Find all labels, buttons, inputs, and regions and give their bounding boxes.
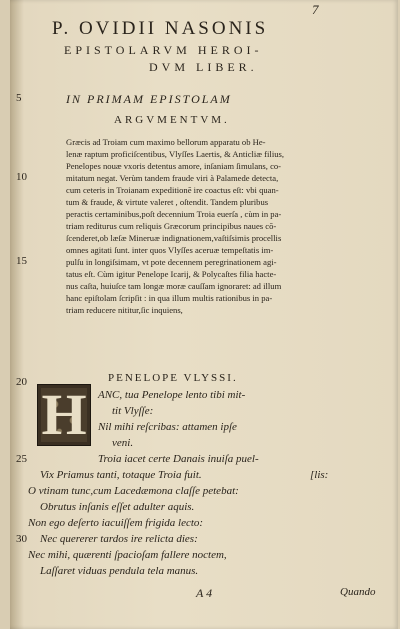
verse-line: Troia iacet certe Danais inuiſa puel- <box>98 453 259 465</box>
catchword: Quando <box>340 586 376 598</box>
folio-number: 7 <box>312 2 319 17</box>
line-number: 15 <box>16 255 27 267</box>
argument-line: Penelopes nouæ vxoris detentus amore, inſaniam ſimulans, co- <box>66 161 282 171</box>
title-line-2: EPISTOLARVM HEROI- <box>64 43 263 57</box>
signature-mark: A 4 <box>196 586 213 600</box>
argument-line: triam reducere nititur,ſic inquiens, <box>66 305 183 315</box>
book-page <box>10 0 398 629</box>
verse-line: Obrutus inſanis eſſet adulter aquis. <box>40 501 195 513</box>
title-line-1: P. OVIDII NASONIS <box>52 18 269 39</box>
line-number: 5 <box>16 92 22 104</box>
argument-line: cum ceteris in Troianam expeditionē ire coactus eſt: vbi quan- <box>66 185 279 195</box>
verse-line: Vix Priamus tanti, totaque Troia fuit. <box>40 469 202 481</box>
verse-line: Nil mihi reſcribas: attamen ipſe <box>98 421 237 433</box>
argument-line: peractis certaminibus,poſt decennium Troia euerſa , cùm in pa- <box>66 209 282 219</box>
argument-line: mitatum negat. Verùm tandem fraude viri à Palamede detecta, <box>66 173 279 183</box>
line-number: 25 <box>16 453 27 465</box>
verse-line: tit Vlyſſe: <box>112 405 154 417</box>
line-number: 20 <box>16 376 27 388</box>
decorated-initial <box>37 384 91 446</box>
line-number: 30 <box>16 533 27 545</box>
verse-title: PENELOPE VLYSSI. <box>108 372 238 384</box>
verse-line: [lis: <box>310 469 329 481</box>
verse-line: Laſſaret viduas pendula tela manus. <box>40 565 199 577</box>
verse-line: Nec quererer tardos ire relicta dies: <box>40 533 198 545</box>
argument-line: Græcis ad Troiam cum maximo bellorum apparatu ob He- <box>66 137 266 147</box>
argument-line: nus caſta, huiuſce tam longæ moræ cauſſam ignoraret: ad illum <box>66 281 282 291</box>
argument-line: tum & fraude, & virtute valeret , oſtendit. Tandem pluribus <box>66 197 269 207</box>
argument-line: omnes agitati ſunt. inter quos Vlyſſes aceruæ tempeſtatis im- <box>66 245 274 255</box>
argument-line: lenæ raptum proficiſcentibus, Vlyſſes Laertis, & Anticliæ filius, <box>66 149 284 159</box>
argument-subheading: ARGVMENTVM. <box>114 114 230 126</box>
initial-letter: H <box>41 382 87 447</box>
verse-line: Non ego deſerto iacuiſſem frigida lecto: <box>28 517 204 529</box>
verse-line: ANC, tua Penelope lento tibi mit- <box>98 389 246 401</box>
argument-line: hanc epiſtolam ſcripſit : in qua illum multis rationibus in pa- <box>66 293 273 303</box>
argument-line: pulſu in longiſsimam, vt pote decennem peregrinationem agi- <box>66 257 277 267</box>
verse-line: Nec mihi, quærenti ſpacioſam fallere noctem, <box>28 549 227 561</box>
line-number: 10 <box>16 171 27 183</box>
argument-line: ſcenderet,ob læſæ Mineruæ indignationem,vaſtiſsimis procellis <box>66 233 282 243</box>
verse-line: veni. <box>112 437 134 449</box>
argument-heading: IN PRIMAM EPISTOLAM <box>66 92 232 106</box>
title-line-3: DVM LIBER. <box>149 60 258 74</box>
argument-line: triam rediturus cum reliquis Græcorum principibus naues cō- <box>66 221 277 231</box>
argument-line: tatus eſt. Cùm igitur Penelope Icarij, & Polycaſtes filia hacte- <box>66 269 277 279</box>
verse-line: O vtinam tunc,cum Lacedæmona claſſe petebat: <box>28 485 239 497</box>
